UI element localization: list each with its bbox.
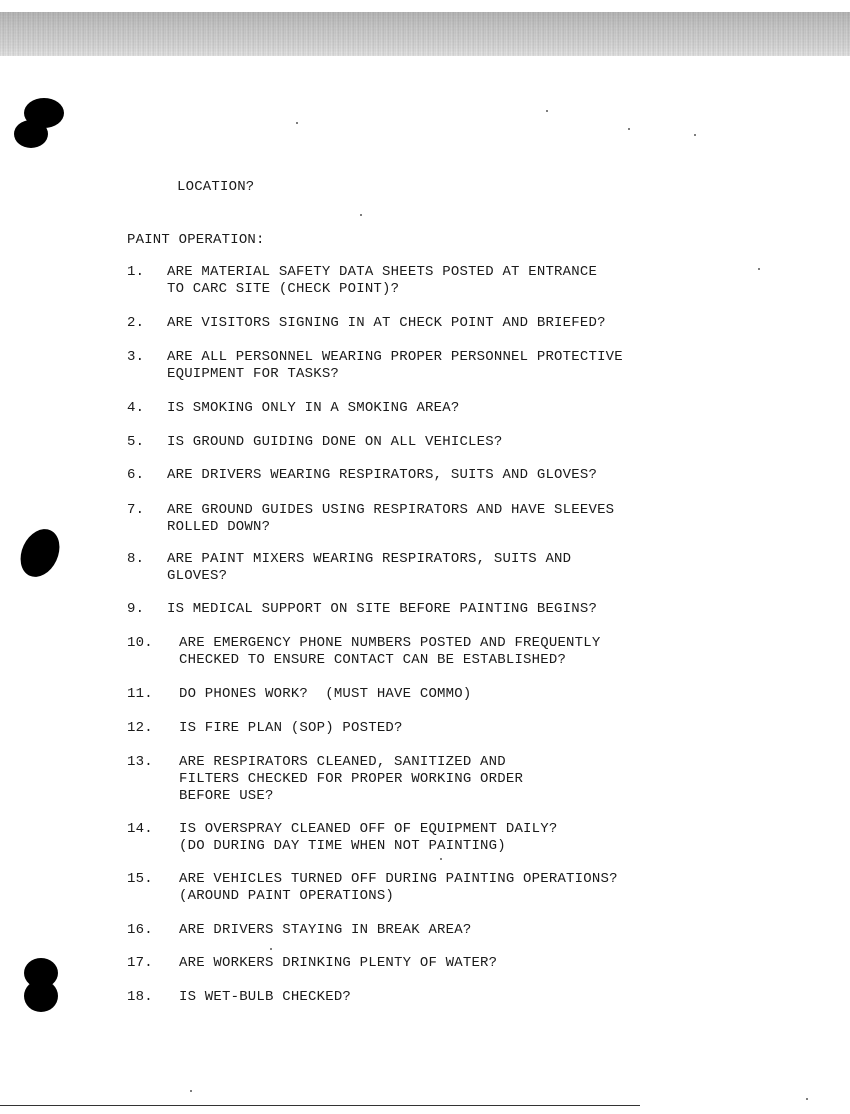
footer-rule: [0, 1105, 640, 1106]
question-text: IS WET-BULB CHECKED?: [179, 989, 352, 1005]
question-text: IS FIRE PLAN (SOP) POSTED?: [179, 720, 403, 736]
location-prompt: LOCATION?: [177, 179, 255, 195]
question-text: ARE EMERGENCY PHONE NUMBERS POSTED AND FREQUENTLY CHECKED TO ENSURE CONTACT CAN BE ESTABLISHED?: [179, 635, 601, 668]
question-text: ARE VISITORS SIGNING IN AT CHECK POINT AND BRIEFED?: [167, 315, 606, 331]
question-text: IS OVERSPRAY CLEANED OFF OF EQUIPMENT DAILY? (DO DURING DAY TIME WHEN NOT PAINTING): [179, 821, 558, 854]
question-text: DO PHONES WORK? (MUST HAVE COMMO): [179, 686, 472, 702]
question-text: ARE GROUND GUIDES USING RESPIRATORS AND HAVE SLEEVES ROLLED DOWN?: [167, 502, 615, 535]
question-text: ARE PAINT MIXERS WEARING RESPIRATORS, SUITS AND GLOVES?: [167, 551, 572, 584]
scan-speck: [440, 858, 442, 860]
punch-hole-top-2: [14, 120, 48, 148]
question-number: 18.: [127, 989, 153, 1005]
question-number: 11.: [127, 686, 153, 702]
question-text: ARE DRIVERS WEARING RESPIRATORS, SUITS AND GLOVES?: [167, 467, 598, 483]
question-number: 2.: [127, 315, 145, 331]
question-number: 6.: [127, 467, 145, 483]
question-number: 12.: [127, 720, 153, 736]
punch-hole-middle: [13, 523, 67, 584]
section-heading: PAINT OPERATION:: [127, 232, 265, 248]
question-number: 14.: [127, 821, 153, 837]
scan-speck: [270, 948, 272, 950]
question-text: ARE RESPIRATORS CLEANED, SANITIZED AND FILTERS CHECKED FOR PROPER WORKING ORDER BEFORE USE?: [179, 754, 524, 804]
scan-speck: [296, 122, 298, 124]
question-number: 5.: [127, 434, 145, 450]
scan-speck: [628, 128, 630, 130]
question-number: 17.: [127, 955, 153, 971]
scan-speck: [546, 110, 548, 112]
question-text: ARE DRIVERS STAYING IN BREAK AREA?: [179, 922, 472, 938]
question-text: ARE ALL PERSONNEL WEARING PROPER PERSONNEL PROTECTIVE EQUIPMENT FOR TASKS?: [167, 349, 623, 382]
question-number: 16.: [127, 922, 153, 938]
question-number: 8.: [127, 551, 145, 567]
question-text: ARE WORKERS DRINKING PLENTY OF WATER?: [179, 955, 498, 971]
question-number: 1.: [127, 264, 145, 280]
question-text: IS SMOKING ONLY IN A SMOKING AREA?: [167, 400, 460, 416]
question-text: IS GROUND GUIDING DONE ON ALL VEHICLES?: [167, 434, 503, 450]
scan-speck: [694, 134, 696, 136]
question-number: 9.: [127, 601, 145, 617]
scan-speck: [806, 1098, 808, 1100]
scan-speck: [190, 1090, 192, 1092]
question-text: IS MEDICAL SUPPORT ON SITE BEFORE PAINTING BEGINS?: [167, 601, 598, 617]
question-number: 15.: [127, 871, 153, 887]
question-text: ARE MATERIAL SAFETY DATA SHEETS POSTED AT ENTRANCE TO CARC SITE (CHECK POINT)?: [167, 264, 598, 297]
question-number: 13.: [127, 754, 153, 770]
question-number: 3.: [127, 349, 145, 365]
question-number: 10.: [127, 635, 153, 651]
question-number: 7.: [127, 502, 145, 518]
scan-artifact-strip: [0, 12, 850, 56]
scan-speck: [360, 214, 362, 216]
question-number: 4.: [127, 400, 145, 416]
question-text: ARE VEHICLES TURNED OFF DURING PAINTING OPERATIONS? (AROUND PAINT OPERATIONS): [179, 871, 618, 904]
scan-speck: [758, 268, 760, 270]
punch-hole-bottom-2: [24, 980, 58, 1012]
